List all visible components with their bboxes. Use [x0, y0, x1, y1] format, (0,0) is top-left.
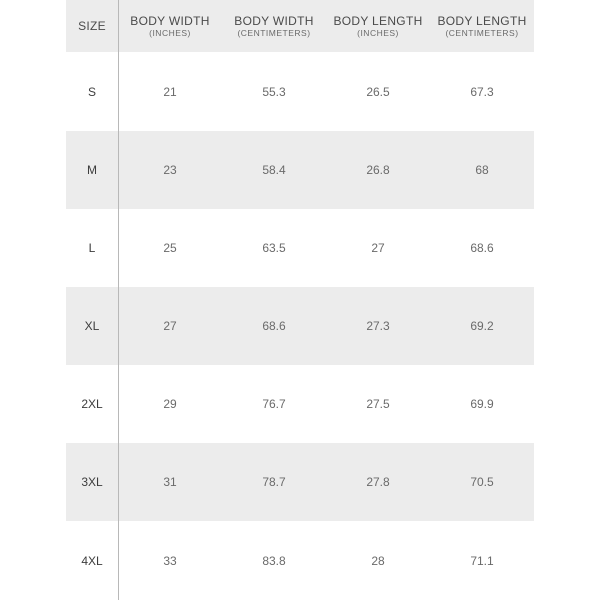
body-length-inches-cell — [326, 521, 430, 600]
cell-value: 55.3 — [262, 84, 286, 99]
cell-value: 27.3 — [366, 319, 390, 333]
header-body-length-inches — [326, 0, 430, 52]
body-length-inches-cell — [326, 365, 430, 443]
size-cell — [66, 209, 118, 287]
size-cell — [66, 131, 118, 209]
header-unit: (CENTIMETERS) — [237, 27, 311, 38]
body-length-inches-cell — [326, 443, 430, 521]
table-header-row — [66, 0, 534, 52]
cell-value: 68 — [475, 163, 489, 177]
cell-value: 67.3 — [470, 84, 494, 99]
body-length-cm-cell — [430, 131, 534, 209]
body-length-inches-cell — [326, 287, 430, 365]
body-length-cm-cell — [430, 209, 534, 287]
cell-value: 71.1 — [470, 553, 494, 568]
size-label: M — [87, 163, 97, 177]
cell-value: 27 — [371, 241, 385, 255]
body-width-cm-cell — [222, 52, 326, 131]
cell-value: 69.2 — [470, 319, 494, 333]
body-width-cm-cell — [222, 131, 326, 209]
header-body-width-inches — [118, 0, 222, 52]
table-row — [66, 365, 534, 443]
size-label: 2XL — [81, 397, 103, 411]
body-width-inches-cell — [118, 521, 222, 600]
header-size-cell — [66, 0, 118, 52]
header-title: BODY LENGTH — [333, 13, 423, 28]
header-title: BODY LENGTH — [437, 13, 527, 28]
cell-value: 23 — [163, 163, 177, 177]
cell-value: 83.8 — [262, 553, 286, 568]
header-title: BODY WIDTH — [234, 13, 314, 28]
cell-value: 21 — [163, 84, 177, 99]
body-width-inches-cell — [118, 209, 222, 287]
table-row — [66, 209, 534, 287]
body-width-cm-cell — [222, 365, 326, 443]
header-unit: (INCHES) — [149, 27, 191, 38]
cell-value: 58.4 — [262, 163, 286, 177]
size-label: L — [88, 241, 96, 255]
cell-value: 78.7 — [262, 475, 286, 489]
body-width-cm-cell — [222, 443, 326, 521]
cell-value: 68.6 — [262, 319, 286, 333]
body-length-inches-cell — [326, 52, 430, 131]
cell-value: 33 — [163, 553, 177, 568]
table-row — [66, 521, 534, 600]
size-label: S — [87, 84, 96, 99]
body-width-inches-cell — [118, 131, 222, 209]
cell-value: 27 — [163, 319, 177, 333]
body-width-cm-cell — [222, 521, 326, 600]
body-width-inches-cell — [118, 365, 222, 443]
body-width-inches-cell — [118, 52, 222, 131]
header-body-width-centimeters — [222, 0, 326, 52]
body-width-inches-cell — [118, 287, 222, 365]
cell-value: 76.7 — [262, 397, 286, 411]
size-cell — [66, 443, 118, 521]
cell-value: 27.5 — [366, 397, 390, 411]
cell-value: 26.5 — [366, 84, 390, 99]
cell-value: 26.8 — [366, 163, 390, 177]
table-row — [66, 443, 534, 521]
body-width-cm-cell — [222, 287, 326, 365]
body-length-cm-cell — [430, 365, 534, 443]
header-body-length-centimeters — [430, 0, 534, 52]
header-title: BODY WIDTH — [130, 13, 210, 28]
size-label: 4XL — [81, 553, 103, 568]
size-label: 3XL — [81, 475, 103, 489]
body-width-cm-cell — [222, 209, 326, 287]
body-length-cm-cell — [430, 287, 534, 365]
body-length-cm-cell — [430, 521, 534, 600]
body-length-cm-cell — [430, 52, 534, 131]
table-row — [66, 52, 534, 131]
header-unit: (INCHES) — [357, 27, 399, 38]
size-label: XL — [84, 319, 100, 333]
size-cell — [66, 521, 118, 600]
cell-value: 27.8 — [366, 475, 390, 489]
size-cell — [66, 287, 118, 365]
body-length-inches-cell — [326, 131, 430, 209]
cell-value: 25 — [163, 241, 177, 255]
cell-value: 29 — [163, 397, 177, 411]
cell-value: 69.9 — [470, 397, 494, 411]
header-size-label: SIZE — [78, 19, 106, 33]
body-length-cm-cell — [430, 443, 534, 521]
cell-value: 70.5 — [470, 475, 494, 489]
size-cell — [66, 365, 118, 443]
size-chart-table — [66, 0, 534, 600]
size-column-divider — [118, 0, 119, 600]
cell-value: 63.5 — [262, 241, 286, 255]
body-width-inches-cell — [118, 443, 222, 521]
table-row — [66, 287, 534, 365]
cell-value: 31 — [163, 475, 177, 489]
cell-value: 28 — [371, 553, 385, 568]
size-cell — [66, 52, 118, 131]
header-unit: (CENTIMETERS) — [445, 27, 519, 38]
body-length-inches-cell — [326, 209, 430, 287]
cell-value: 68.6 — [470, 241, 494, 255]
table-row — [66, 131, 534, 209]
